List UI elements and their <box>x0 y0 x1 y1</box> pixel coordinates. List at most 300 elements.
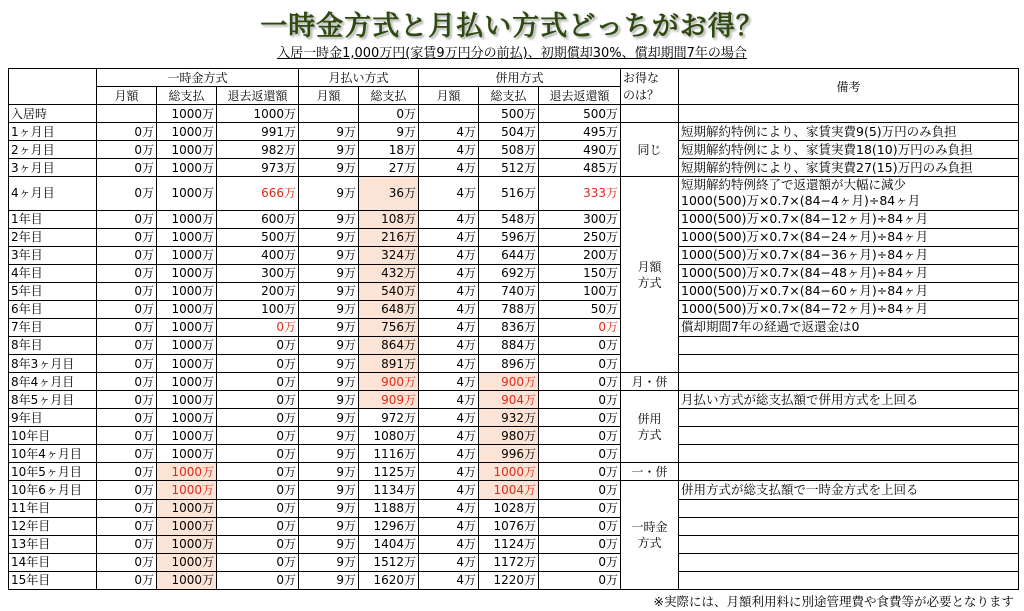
table-row <box>9 264 1019 282</box>
verdict-cell: 月額 方式 <box>621 177 679 373</box>
lump-total-cell: 1000万 <box>157 409 217 427</box>
lump-refund-cell: 0万 <box>217 499 299 517</box>
row-label: 10年4ヶ月目 <box>9 445 97 463</box>
lump-monthly-cell: 0万 <box>97 517 157 535</box>
lump-refund-cell: 0万 <box>217 481 299 499</box>
lump-monthly-cell: 0万 <box>97 177 157 210</box>
lump-monthly-cell: 0万 <box>97 246 157 264</box>
lump-refund-cell: 0万 <box>217 553 299 571</box>
lump-total-cell: 1000万 <box>157 336 217 354</box>
monthly-monthly-cell <box>299 105 359 123</box>
header-lump-total: 総支払 <box>157 87 217 105</box>
row-label: 14年目 <box>9 553 97 571</box>
combined-monthly-cell: 4万 <box>419 177 479 210</box>
row-label: 2ヶ月目 <box>9 141 97 159</box>
monthly-monthly-cell: 9万 <box>299 427 359 445</box>
note-cell-empty <box>679 427 1019 445</box>
monthly-total-cell: 0万 <box>359 105 419 123</box>
combined-refund-cell: 495万 <box>539 123 621 141</box>
table-row <box>9 123 1019 141</box>
combined-monthly-cell: 4万 <box>419 246 479 264</box>
lump-refund-cell: 0万 <box>217 409 299 427</box>
lump-refund-cell: 0万 <box>217 373 299 391</box>
combined-monthly-cell: 4万 <box>419 481 479 499</box>
lump-refund-cell: 0万 <box>217 391 299 409</box>
combined-total-cell: 1220万 <box>479 571 539 589</box>
header-combined-total: 総支払 <box>479 87 539 105</box>
monthly-monthly-cell: 9万 <box>299 210 359 228</box>
row-label: 12年目 <box>9 517 97 535</box>
comparison-table <box>8 68 1019 590</box>
row-label: 15年目 <box>9 571 97 589</box>
lump-refund-cell: 0万 <box>217 427 299 445</box>
lump-refund-cell: 400万 <box>217 246 299 264</box>
combined-monthly-cell: 4万 <box>419 282 479 300</box>
combined-refund-cell: 250万 <box>539 228 621 246</box>
table-row <box>9 481 1019 499</box>
row-label: 8年目 <box>9 336 97 354</box>
monthly-total-cell: 540万 <box>359 282 419 300</box>
monthly-total-cell: 756万 <box>359 318 419 336</box>
monthly-monthly-cell: 9万 <box>299 300 359 318</box>
note-cell-empty <box>679 355 1019 373</box>
monthly-monthly-cell: 9万 <box>299 553 359 571</box>
combined-total-cell: 516万 <box>479 177 539 210</box>
lump-refund-cell: 0万 <box>217 463 299 481</box>
combined-refund-cell: 0万 <box>539 571 621 589</box>
footnote: ※実際には、月額利用料に別途管理費や食費等が必要となります <box>653 594 1014 609</box>
lump-monthly-cell: 0万 <box>97 228 157 246</box>
monthly-total-cell: 1404万 <box>359 535 419 553</box>
lump-monthly-cell: 0万 <box>97 445 157 463</box>
combined-total-cell: 904万 <box>479 391 539 409</box>
monthly-monthly-cell: 9万 <box>299 517 359 535</box>
header-combined-monthly: 月額 <box>419 87 479 105</box>
lump-total-cell: 1000万 <box>157 210 217 228</box>
note-cell-empty <box>679 535 1019 553</box>
combined-monthly-cell: 4万 <box>419 210 479 228</box>
combined-refund-cell: 0万 <box>539 499 621 517</box>
lump-monthly-cell: 0万 <box>97 141 157 159</box>
note-cell: 1000(500)万×0.7×(84−60ヶ月)÷84ヶ月 <box>679 282 1019 300</box>
lump-monthly-cell: 0万 <box>97 159 157 177</box>
lump-monthly-cell: 0万 <box>97 463 157 481</box>
combined-monthly-cell: 4万 <box>419 300 479 318</box>
row-label: 10年6ヶ月目 <box>9 481 97 499</box>
note-cell-empty <box>679 517 1019 535</box>
monthly-monthly-cell: 9万 <box>299 141 359 159</box>
combined-total-cell: 1004万 <box>479 481 539 499</box>
header-lump-group: 一時金方式 <box>97 69 299 87</box>
combined-total-cell: 500万 <box>479 105 539 123</box>
lump-refund-cell: 0万 <box>217 571 299 589</box>
table-row <box>9 391 1019 409</box>
header-notes: 備考 <box>679 69 1019 105</box>
combined-total-cell: 1172万 <box>479 553 539 571</box>
note-cell: 短期解約特例終了で返還額が大幅に減少 1000(500)万×0.7×(84−4ヶ月)÷84ヶ月 <box>679 177 1019 210</box>
combined-refund-cell: 0万 <box>539 355 621 373</box>
table-row <box>9 159 1019 177</box>
monthly-monthly-cell: 9万 <box>299 409 359 427</box>
combined-total-cell: 692万 <box>479 264 539 282</box>
row-label: 11年目 <box>9 499 97 517</box>
table-row <box>9 105 1019 123</box>
lump-refund-cell: 982万 <box>217 141 299 159</box>
lump-refund-cell: 0万 <box>217 535 299 553</box>
row-label: 8年5ヶ月目 <box>9 391 97 409</box>
monthly-monthly-cell: 9万 <box>299 177 359 210</box>
combined-refund-cell: 0万 <box>539 445 621 463</box>
combined-total-cell: 1028万 <box>479 499 539 517</box>
note-cell-empty <box>679 571 1019 589</box>
note-cell: 月払い方式が総支払額で併用方式を上回る <box>679 391 1019 409</box>
table-row <box>9 373 1019 391</box>
lump-monthly-cell: 0万 <box>97 336 157 354</box>
combined-refund-cell: 100万 <box>539 282 621 300</box>
lump-total-cell: 1000万 <box>157 463 217 481</box>
combined-refund-cell: 300万 <box>539 210 621 228</box>
table-row <box>9 409 1019 427</box>
combined-monthly-cell: 4万 <box>419 427 479 445</box>
table-row <box>9 282 1019 300</box>
combined-monthly-cell: 4万 <box>419 355 479 373</box>
header-monthly-group: 月払い方式 <box>299 69 419 87</box>
lump-total-cell: 1000万 <box>157 517 217 535</box>
row-label: 1年目 <box>9 210 97 228</box>
lump-total-cell: 1000万 <box>157 553 217 571</box>
header-lump-monthly: 月額 <box>97 87 157 105</box>
lump-refund-cell: 973万 <box>217 159 299 177</box>
monthly-monthly-cell: 9万 <box>299 355 359 373</box>
combined-refund-cell: 200万 <box>539 246 621 264</box>
table-row <box>9 141 1019 159</box>
combined-refund-cell: 500万 <box>539 105 621 123</box>
verdict-cell: 同じ <box>621 123 679 177</box>
lump-monthly-cell: 0万 <box>97 391 157 409</box>
combined-refund-cell: 0万 <box>539 373 621 391</box>
lump-total-cell: 1000万 <box>157 123 217 141</box>
monthly-monthly-cell: 9万 <box>299 535 359 553</box>
lump-refund-cell: 100万 <box>217 300 299 318</box>
combined-monthly-cell: 4万 <box>419 409 479 427</box>
combined-total-cell: 508万 <box>479 141 539 159</box>
combined-refund-cell: 150万 <box>539 264 621 282</box>
monthly-total-cell: 1116万 <box>359 445 419 463</box>
lump-monthly-cell: 0万 <box>97 282 157 300</box>
combined-monthly-cell <box>419 105 479 123</box>
lump-monthly-cell: 0万 <box>97 123 157 141</box>
monthly-total-cell: 891万 <box>359 355 419 373</box>
header-lump-refund: 退去返還額 <box>217 87 299 105</box>
lump-monthly-cell: 0万 <box>97 318 157 336</box>
lump-total-cell: 1000万 <box>157 300 217 318</box>
lump-total-cell: 1000万 <box>157 535 217 553</box>
table-row <box>9 499 1019 517</box>
note-cell: 償却期間7年の経過で返還金は0 <box>679 318 1019 336</box>
lump-total-cell: 1000万 <box>157 391 217 409</box>
monthly-total-cell: 18万 <box>359 141 419 159</box>
lump-monthly-cell: 0万 <box>97 210 157 228</box>
combined-total-cell: 1000万 <box>479 463 539 481</box>
table-row <box>9 535 1019 553</box>
combined-monthly-cell: 4万 <box>419 336 479 354</box>
monthly-total-cell: 36万 <box>359 177 419 210</box>
note-cell: 1000(500)万×0.7×(84−24ヶ月)÷84ヶ月 <box>679 228 1019 246</box>
combined-refund-cell: 50万 <box>539 300 621 318</box>
row-label: 3年目 <box>9 246 97 264</box>
table-row <box>9 427 1019 445</box>
combined-refund-cell: 0万 <box>539 463 621 481</box>
monthly-total-cell: 1188万 <box>359 499 419 517</box>
combined-monthly-cell: 4万 <box>419 391 479 409</box>
lump-total-cell: 1000万 <box>157 499 217 517</box>
monthly-total-cell: 864万 <box>359 336 419 354</box>
monthly-total-cell: 9万 <box>359 123 419 141</box>
lump-total-cell: 1000万 <box>157 177 217 210</box>
lump-refund-cell: 0万 <box>217 445 299 463</box>
row-label: 8年3ヶ月目 <box>9 355 97 373</box>
lump-monthly-cell: 0万 <box>97 499 157 517</box>
combined-total-cell: 884万 <box>479 336 539 354</box>
row-label: 10年目 <box>9 427 97 445</box>
lump-monthly-cell: 0万 <box>97 355 157 373</box>
verdict-cell: 一時金 方式 <box>621 481 679 590</box>
lump-total-cell: 1000万 <box>157 445 217 463</box>
header-monthly-total: 総支払 <box>359 87 419 105</box>
lump-monthly-cell: 0万 <box>97 535 157 553</box>
table-row <box>9 445 1019 463</box>
table-row <box>9 355 1019 373</box>
lump-monthly-cell: 0万 <box>97 553 157 571</box>
lump-refund-cell: 1000万 <box>217 105 299 123</box>
lump-total-cell: 1000万 <box>157 141 217 159</box>
combined-total-cell: 644万 <box>479 246 539 264</box>
lump-refund-cell: 0万 <box>217 355 299 373</box>
combined-refund-cell: 0万 <box>539 391 621 409</box>
lump-refund-cell: 666万 <box>217 177 299 210</box>
combined-refund-cell: 333万 <box>539 177 621 210</box>
lump-refund-cell: 0万 <box>217 517 299 535</box>
lump-total-cell: 1000万 <box>157 264 217 282</box>
combined-refund-cell: 485万 <box>539 159 621 177</box>
header-combined-group: 併用方式 <box>419 69 621 87</box>
row-label: 4年目 <box>9 264 97 282</box>
combined-refund-cell: 0万 <box>539 553 621 571</box>
row-label: 9年目 <box>9 409 97 427</box>
combined-monthly-cell: 4万 <box>419 499 479 517</box>
row-label: 8年4ヶ月目 <box>9 373 97 391</box>
lump-total-cell: 1000万 <box>157 228 217 246</box>
combined-total-cell: 548万 <box>479 210 539 228</box>
lump-total-cell: 1000万 <box>157 355 217 373</box>
monthly-monthly-cell: 9万 <box>299 246 359 264</box>
combined-refund-cell: 490万 <box>539 141 621 159</box>
note-cell-empty <box>679 553 1019 571</box>
row-label: 6年目 <box>9 300 97 318</box>
combined-total-cell: 1076万 <box>479 517 539 535</box>
combined-total-cell: 740万 <box>479 282 539 300</box>
row-label: 10年5ヶ月目 <box>9 463 97 481</box>
lump-total-cell: 1000万 <box>157 481 217 499</box>
row-label: 5年目 <box>9 282 97 300</box>
combined-monthly-cell: 4万 <box>419 159 479 177</box>
combined-monthly-cell: 4万 <box>419 517 479 535</box>
table-row <box>9 228 1019 246</box>
combined-refund-cell: 0万 <box>539 409 621 427</box>
monthly-monthly-cell: 9万 <box>299 373 359 391</box>
note-cell: 1000(500)万×0.7×(84−72ヶ月)÷84ヶ月 <box>679 300 1019 318</box>
note-cell: 併用方式が総支払額で一時金方式を上回る <box>679 481 1019 499</box>
combined-total-cell: 512万 <box>479 159 539 177</box>
monthly-total-cell: 1134万 <box>359 481 419 499</box>
lump-total-cell: 1000万 <box>157 571 217 589</box>
table-row <box>9 210 1019 228</box>
monthly-monthly-cell: 9万 <box>299 481 359 499</box>
monthly-monthly-cell: 9万 <box>299 499 359 517</box>
note-cell: 1000(500)万×0.7×(84−36ヶ月)÷84ヶ月 <box>679 246 1019 264</box>
monthly-monthly-cell: 9万 <box>299 159 359 177</box>
monthly-total-cell: 216万 <box>359 228 419 246</box>
verdict-cell: 月・併 <box>621 373 679 391</box>
header-monthly-monthly: 月額 <box>299 87 359 105</box>
monthly-monthly-cell: 9万 <box>299 445 359 463</box>
monthly-monthly-cell: 9万 <box>299 282 359 300</box>
monthly-total-cell: 27万 <box>359 159 419 177</box>
monthly-total-cell: 1125万 <box>359 463 419 481</box>
lump-refund-cell: 0万 <box>217 318 299 336</box>
monthly-total-cell: 1080万 <box>359 427 419 445</box>
note-cell-empty <box>679 336 1019 354</box>
monthly-monthly-cell: 9万 <box>299 463 359 481</box>
row-label: 7年目 <box>9 318 97 336</box>
table-row <box>9 517 1019 535</box>
monthly-monthly-cell: 9万 <box>299 228 359 246</box>
combined-total-cell: 896万 <box>479 355 539 373</box>
monthly-monthly-cell: 9万 <box>299 571 359 589</box>
table-row <box>9 318 1019 336</box>
combined-refund-cell: 0万 <box>539 427 621 445</box>
lump-monthly-cell <box>97 105 157 123</box>
lump-total-cell: 1000万 <box>157 427 217 445</box>
combined-monthly-cell: 4万 <box>419 264 479 282</box>
monthly-total-cell: 648万 <box>359 300 419 318</box>
combined-monthly-cell: 4万 <box>419 463 479 481</box>
combined-monthly-cell: 4万 <box>419 123 479 141</box>
lump-total-cell: 1000万 <box>157 373 217 391</box>
lump-monthly-cell: 0万 <box>97 373 157 391</box>
lump-total-cell: 1000万 <box>157 246 217 264</box>
monthly-monthly-cell: 9万 <box>299 318 359 336</box>
note-cell-empty <box>679 373 1019 391</box>
combined-total-cell: 504万 <box>479 123 539 141</box>
monthly-total-cell: 432万 <box>359 264 419 282</box>
table-row <box>9 300 1019 318</box>
row-label: 1ヶ月目 <box>9 123 97 141</box>
lump-monthly-cell: 0万 <box>97 427 157 445</box>
combined-monthly-cell: 4万 <box>419 318 479 336</box>
monthly-monthly-cell: 9万 <box>299 336 359 354</box>
lump-refund-cell: 0万 <box>217 336 299 354</box>
combined-monthly-cell: 4万 <box>419 228 479 246</box>
lump-refund-cell: 600万 <box>217 210 299 228</box>
page-title: 一時金方式と月払い方式どっちがお得？ <box>260 11 764 42</box>
verdict-cell: 一・併 <box>621 463 679 481</box>
lump-refund-cell: 200万 <box>217 282 299 300</box>
row-label: 3ヶ月目 <box>9 159 97 177</box>
table-row <box>9 553 1019 571</box>
corner-cell <box>9 69 97 105</box>
row-label: 4ヶ月目 <box>9 177 97 210</box>
monthly-total-cell: 972万 <box>359 409 419 427</box>
lump-monthly-cell: 0万 <box>97 264 157 282</box>
header-verdict: お得な のは？ <box>621 69 679 105</box>
monthly-total-cell: 900万 <box>359 373 419 391</box>
note-cell: 短期解約特例により、家賃実費9(5)万円のみ負担 <box>679 123 1019 141</box>
note-cell-empty <box>679 445 1019 463</box>
note-cell: 短期解約特例により、家賃実費27(15)万円のみ負担 <box>679 159 1019 177</box>
combined-refund-cell: 0万 <box>539 336 621 354</box>
verdict-cell: 併用 方式 <box>621 391 679 463</box>
note-cell: 1000(500)万×0.7×(84−48ヶ月)÷84ヶ月 <box>679 264 1019 282</box>
monthly-total-cell: 1620万 <box>359 571 419 589</box>
monthly-total-cell: 1296万 <box>359 517 419 535</box>
monthly-monthly-cell: 9万 <box>299 391 359 409</box>
monthly-total-cell: 1512万 <box>359 553 419 571</box>
note-cell-empty <box>679 105 1019 123</box>
combined-monthly-cell: 4万 <box>419 571 479 589</box>
combined-refund-cell: 0万 <box>539 517 621 535</box>
combined-monthly-cell: 4万 <box>419 373 479 391</box>
note-cell-empty <box>679 409 1019 427</box>
monthly-total-cell: 324万 <box>359 246 419 264</box>
lump-total-cell: 1000万 <box>157 159 217 177</box>
row-label: 入居時 <box>9 105 97 123</box>
lump-total-cell: 1000万 <box>157 282 217 300</box>
combined-refund-cell: 0万 <box>539 535 621 553</box>
note-cell: 短期解約特例により、家賃実費18(10)万円のみ負担 <box>679 141 1019 159</box>
combined-monthly-cell: 4万 <box>419 553 479 571</box>
combined-total-cell: 1124万 <box>479 535 539 553</box>
lump-monthly-cell: 0万 <box>97 481 157 499</box>
table-row <box>9 336 1019 354</box>
monthly-monthly-cell: 9万 <box>299 123 359 141</box>
lump-refund-cell: 300万 <box>217 264 299 282</box>
table-row <box>9 177 1019 210</box>
combined-total-cell: 836万 <box>479 318 539 336</box>
note-cell: 1000(500)万×0.7×(84−12ヶ月)÷84ヶ月 <box>679 210 1019 228</box>
table-row <box>9 463 1019 481</box>
header-combined-refund: 退去返還額 <box>539 87 621 105</box>
combined-total-cell: 980万 <box>479 427 539 445</box>
combined-refund-cell: 0万 <box>539 481 621 499</box>
lump-monthly-cell: 0万 <box>97 409 157 427</box>
combined-total-cell: 932万 <box>479 409 539 427</box>
row-label: 13年目 <box>9 535 97 553</box>
lump-refund-cell: 991万 <box>217 123 299 141</box>
combined-refund-cell: 0万 <box>539 318 621 336</box>
combined-total-cell: 788万 <box>479 300 539 318</box>
note-cell-empty <box>679 463 1019 481</box>
page-subtitle: 入居一時金1,000万円(家賃9万円分の前払)、初期償却30%、償却期間7年の場合 <box>277 46 747 61</box>
lump-monthly-cell: 0万 <box>97 300 157 318</box>
lump-total-cell: 1000万 <box>157 105 217 123</box>
combined-total-cell: 900万 <box>479 373 539 391</box>
combined-monthly-cell: 4万 <box>419 445 479 463</box>
lump-monthly-cell: 0万 <box>97 571 157 589</box>
verdict-cell-empty <box>621 105 679 123</box>
combined-total-cell: 596万 <box>479 228 539 246</box>
combined-monthly-cell: 4万 <box>419 141 479 159</box>
